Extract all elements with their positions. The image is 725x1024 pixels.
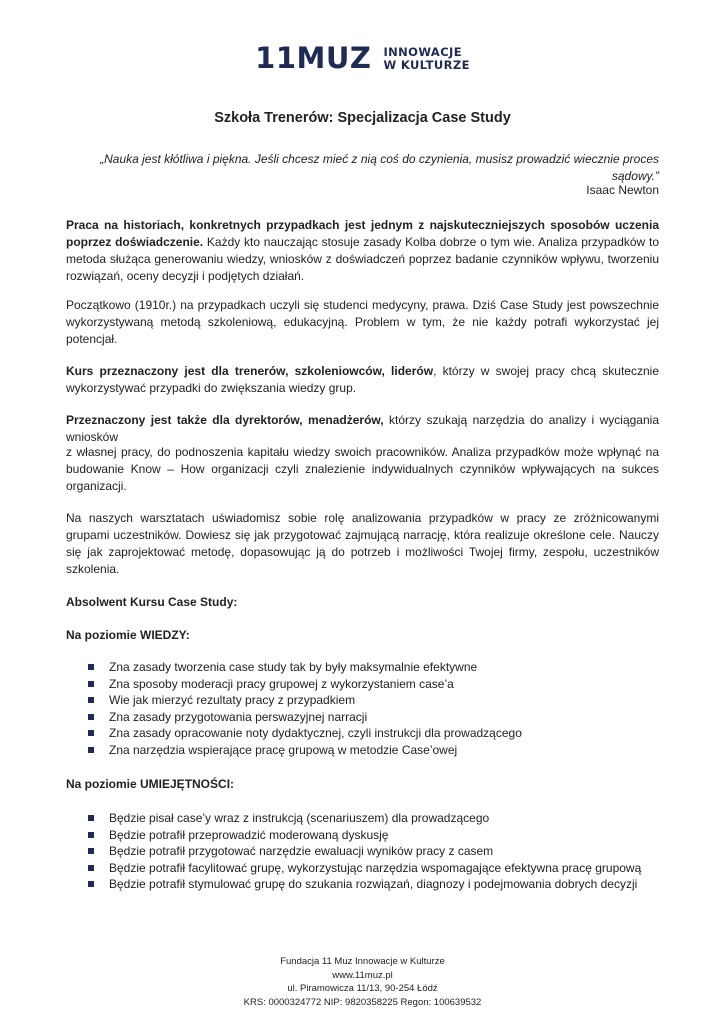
list-item <box>88 810 641 827</box>
list-item-text: Zna zasady przygotowania perswazyjnej narracji <box>109 709 368 724</box>
paragraph-4 <box>66 412 659 446</box>
square-bullet-icon <box>88 681 94 687</box>
list-item-text: Zna zasady opracowanie noty dydaktycznej, czyli instrukcji dla prowadzącego <box>109 726 522 740</box>
square-bullet-icon <box>88 730 94 736</box>
logo-tagline-line1: INNOWACJE <box>383 44 462 59</box>
skills-list <box>88 810 641 893</box>
paragraph-3-bold: Kurs przeznaczony jest dla trenerów, szkoleniowców, liderów <box>66 364 434 378</box>
list-item-text: Zna narzędzia wspierające pracę grupową w metodzie Case’owej <box>109 742 458 757</box>
footer-website[interactable]: www.11muz.pl <box>332 969 393 981</box>
list-item <box>88 692 522 709</box>
square-bullet-icon <box>88 815 94 821</box>
paragraph-1-rest: Każdy kto nauczając stosuje zasady Kolba dobrze o tym wie. Analiza przypadków to metoda służąca generowaniu wiedzy, wniosków z doświadczeń poprzez badanie czynników wpływu, tworzeniu rozwiązań, oceny decyzji i podjętych działań. <box>66 235 659 283</box>
footer-organization: Fundacja 11 Muz Innowacje w Kulturze <box>280 956 445 967</box>
paragraph-5: Na naszych warsztatach uświadomisz sobie rolę analizowania przypadków w pracy ze zróżnicowanymi grupami uczestników. Dowiesz się jak przygotować zajmującą narrację, która realizuje określone cele. Nauczy się jak zaprojektować metodę, dopasowując ją do potrzeb i możliwości Twojej firmy, zespołu, uczestników szkolenia. <box>66 511 659 576</box>
logo-mark: 11MUZ <box>255 41 372 75</box>
list-item-text: Będzie pisał case’y wraz z instrukcją (scenariuszem) dla prowadzącego <box>109 811 490 825</box>
list-item <box>88 827 641 844</box>
list-item-text: Będzie potrafił stymulować grupę do szukania rozwiązań, diagnozy i podejmowania dobrych decyzji <box>109 877 638 891</box>
paragraph-3-rest: , którzy w swojej pracy chcą skutecznie wykorzystywać przypadki do zwiększania wiedzy grup. <box>66 364 659 395</box>
skills-heading: Na poziomie UMIEJĘTNOŚCI: <box>66 777 235 791</box>
logo-tagline <box>383 46 469 72</box>
list-item <box>88 742 522 759</box>
list-item <box>88 676 522 693</box>
list-item <box>88 725 522 742</box>
list-item-text: Zna zasady tworzenia case study tak by były maksymalnie efektywne <box>109 660 478 674</box>
footer-registry: KRS: 0000324772 NIP: 9820358225 Regon: 100639532 <box>243 996 482 1008</box>
square-bullet-icon <box>88 747 94 753</box>
square-bullet-icon <box>88 697 94 703</box>
list-item-text: Będzie potrafił facylitować grupę, wykorzystując narzędzia wspomagające efektywna pracę grupową <box>109 860 642 875</box>
list-item <box>88 709 522 726</box>
graduate-heading: Absolwent Kursu Case Study: <box>66 595 238 609</box>
list-item <box>88 860 641 877</box>
paragraph-4-rest: którzy szukają narzędzia do analizy i wyciągania wniosków <box>66 413 659 444</box>
square-bullet-icon <box>88 881 94 887</box>
page-title: Szkoła Trenerów: Specjalizacja Case Study <box>214 110 511 126</box>
paragraph-4-bold: Przeznaczony jest także dla dyrektorów, menadżerów, <box>66 413 384 427</box>
paragraph-1 <box>66 217 659 285</box>
square-bullet-icon <box>88 664 94 670</box>
footer <box>0 955 725 1009</box>
list-item-text: Będzie potrafił przeprowadzić moderowaną dyskusję <box>109 827 389 842</box>
logo-tagline-line2: W KULTURZE <box>383 57 470 72</box>
paragraph-4-continued: z własnej pracy, do podnoszenia kapitału wiedzy swoich pracowników. Analiza przypadków może wpłynąć na budowanie Know – How organizacji czyli znalezienie indywidualnych czynników wpływających na sukces organizacji. <box>66 445 659 493</box>
square-bullet-icon <box>88 714 94 720</box>
knowledge-list <box>88 659 522 758</box>
list-item <box>88 659 522 676</box>
list-item <box>88 876 641 893</box>
paragraph-1-bold: Praca na historiach, konkretnych przypadkach jest jednym z najskuteczniejszych sposobów uczenia poprzez doświadczenie. <box>66 218 659 249</box>
quote-author: Isaac Newton <box>586 183 659 197</box>
list-item-text: Wie jak mierzyć rezultaty pracy z przypadkiem <box>109 693 356 707</box>
paragraph-2: Początkowo (1910r.) na przypadkach uczyli się studenci medycyny, prawa. Dziś Case Study jest powszechnie wykorzystywaną metodą szkoleniową, edukacyjną. Problem w tym, że nie każdy potrafi wykorzystać jej potencjał. <box>66 298 659 346</box>
knowledge-heading: Na poziomie WIEDZY: <box>66 628 190 642</box>
square-bullet-icon <box>88 848 94 854</box>
square-bullet-icon <box>88 865 94 871</box>
logo <box>0 41 725 75</box>
list-item-text: Zna sposoby moderacji pracy grupowej z wykorzystaniem case’a <box>109 676 454 691</box>
paragraph-3 <box>66 363 659 397</box>
list-item-text: Będzie potrafił przygotować narzędzie ewaluacji wyników pracy z casem <box>109 844 494 858</box>
footer-address: ul. Piramowicza 11/13, 90-254 Łódź <box>287 983 438 994</box>
square-bullet-icon <box>88 832 94 838</box>
list-item <box>88 843 641 860</box>
quote-text: „Nauka jest kłótliwa i piękna. Jeśli chcesz mieć z nią coś do czynienia, musisz prowadzić wiecznie proces sądowy.” <box>100 152 659 183</box>
